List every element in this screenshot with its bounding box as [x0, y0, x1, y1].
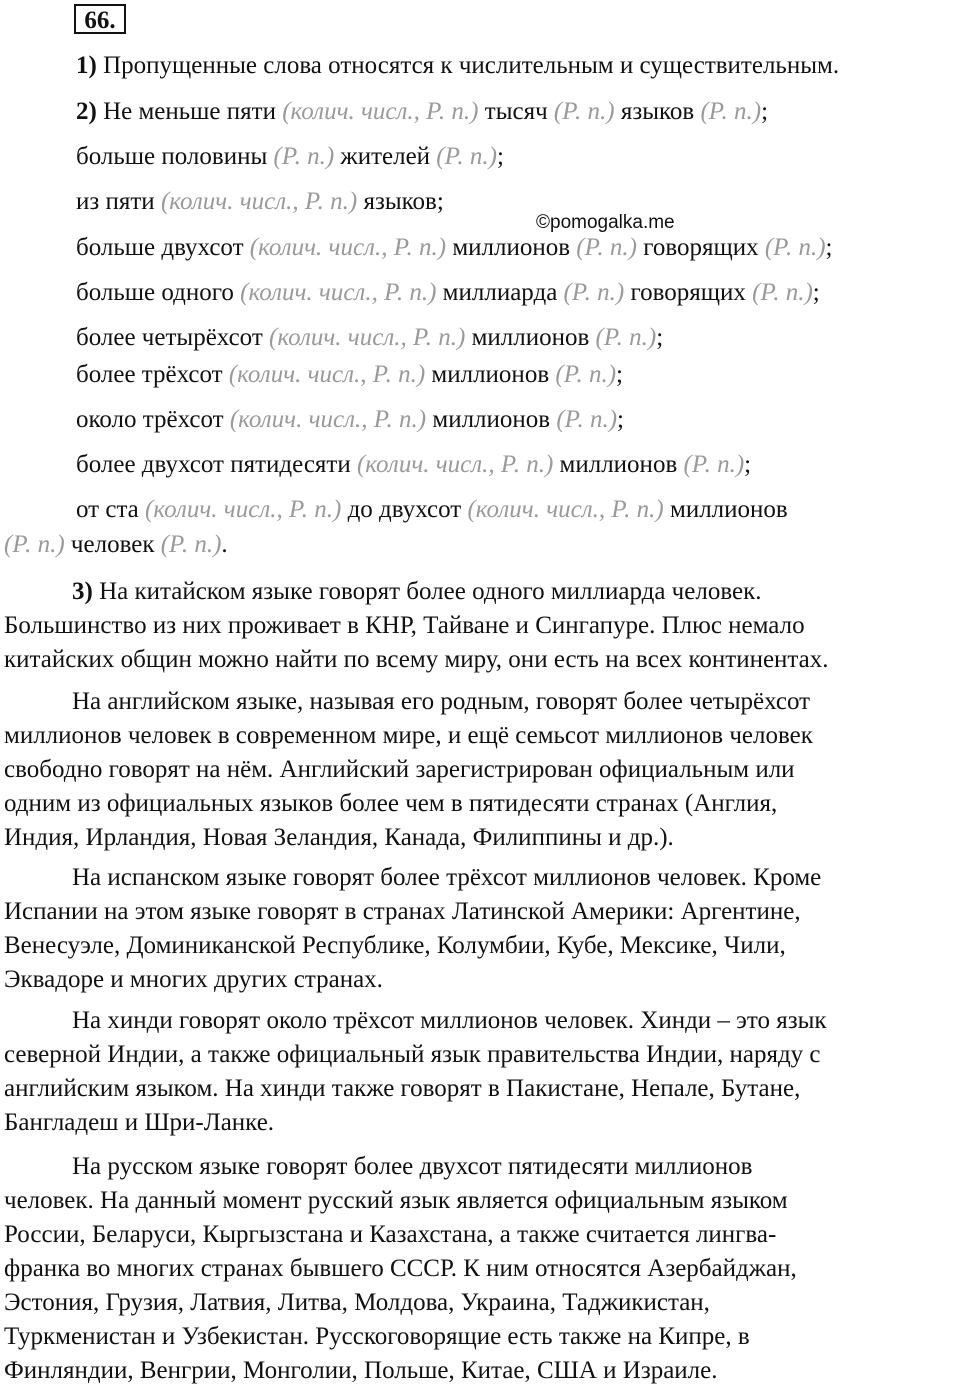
grammar-note: (Р. п.): [595, 324, 657, 351]
paragraph-line: [4, 1072, 954, 1106]
answer-text: говорящих: [636, 234, 765, 261]
answer-text: миллионов: [446, 234, 577, 261]
paragraph-line: [4, 1286, 954, 1320]
point-2-line: [76, 233, 832, 263]
paragraph-text: человек. На данный момент русский язык является официальным языком: [4, 1187, 788, 1214]
paragraph-line: [4, 895, 954, 929]
exercise-number: 66.: [74, 4, 126, 34]
answer-text: .: [221, 531, 228, 558]
answer-text: миллионов: [465, 324, 596, 351]
paragraph-text: На хинди говорят около трёхсот миллионов человек. Хинди – это язык: [72, 1007, 827, 1034]
grammar-note: (Р. п.): [160, 531, 222, 558]
answer-text: больше двухсот: [76, 234, 250, 261]
paragraph-line: [4, 1150, 954, 1184]
paragraph-line: [4, 685, 954, 719]
point-1-number: 1): [76, 52, 97, 79]
paragraph-line: [4, 963, 954, 997]
paragraph-text: одним из официальных языков более чем в пятидесяти странах (Англия,: [4, 790, 778, 817]
grammar-note: (Р. п.): [556, 406, 618, 433]
answer-text: ;: [616, 361, 623, 388]
paragraph-text: свободно говорят на нём. Английский зарегистрирован официальным или: [4, 756, 795, 783]
point-2-line: [76, 405, 624, 435]
grammar-note: (колич. числ., Р. п.): [228, 361, 426, 388]
paragraph-line: [4, 861, 954, 895]
answer-text: языков;: [357, 188, 444, 215]
point-2-line: [76, 278, 820, 308]
grammar-note: (колич. числ., Р. п.): [467, 496, 664, 523]
grammar-note: (Р. п.): [436, 143, 497, 170]
paragraph-text: На китайском языке говорят более одного миллиарда человек.: [99, 578, 762, 605]
point-2-line: [4, 530, 228, 560]
point-2-number: 2): [76, 98, 97, 125]
paragraph-text: Бангладеш и Шри-Ланке.: [4, 1109, 275, 1136]
paragraph-text: франка во многих странах бывшего СССР. К ним относятся Азербайджан,: [4, 1255, 797, 1282]
paragraph-text: Индия, Ирландия, Новая Зеландия, Канада, Филиппины и др.).: [4, 824, 674, 851]
point-1: [76, 51, 839, 81]
paragraph-line: [4, 575, 954, 609]
answer-text: больше половины: [76, 143, 274, 170]
paragraph-line: [4, 753, 954, 787]
paragraph-line: [4, 787, 954, 821]
grammar-note: (Р. п.): [553, 98, 615, 125]
answer-text: Не меньше пяти: [96, 98, 283, 125]
paragraph-line: [4, 1354, 954, 1388]
answer-text: более трёхсот: [76, 361, 229, 388]
paragraph-text: России, Беларуси, Кыргызстана и Казахстана, а также считается лингва-: [4, 1221, 777, 1248]
grammar-note: (колич. числ., Р. п.): [249, 234, 447, 261]
watermark: ©pomogalka.me: [536, 212, 675, 233]
answer-text: ;: [812, 279, 820, 306]
paragraph-line: [4, 1038, 954, 1072]
answer-text: ;: [825, 234, 833, 261]
point-3-paragraph: [4, 861, 954, 997]
paragraph-text: китайских общин можно найти по всему миру, они есть на всех континентах.: [4, 646, 829, 673]
grammar-note: (колич. числ., Р. п.): [356, 451, 554, 478]
answer-text: до двухсот: [341, 496, 468, 523]
grammar-note: (Р. п.): [752, 279, 813, 306]
paragraph-text: Большинство из них проживает в КНР, Тайване и Сингапуре. Плюс немало: [4, 612, 805, 639]
grammar-note: (Р. п.): [555, 361, 617, 388]
answer-text: ;: [617, 406, 624, 433]
grammar-note: (колич. числ., Р. п.): [229, 406, 427, 433]
answer-text: человек: [64, 531, 161, 558]
paragraph-text: Испании на этом языке говорят в странах Латинской Америки: Аргентине,: [4, 898, 801, 925]
answer-text: ;: [656, 324, 664, 351]
grammar-note: (колич. числ., Р. п.): [269, 324, 466, 351]
answer-text: миллионов: [426, 406, 557, 433]
point-3-number: 3): [72, 578, 100, 605]
paragraph-line: [4, 719, 954, 753]
answer-text: жителей: [334, 143, 437, 170]
answer-text: ;: [496, 143, 504, 170]
grammar-note: (Р. п.): [563, 279, 625, 306]
grammar-note: (Р. п.): [764, 234, 826, 261]
paragraph-text: северной Индии, а также официальный язык правительства Индии, наряду с: [4, 1041, 821, 1068]
paragraph-text: Венесуэле, Доминиканской Республике, Колумбии, Кубе, Мексике, Чили,: [4, 932, 786, 959]
answer-text: от ста: [76, 496, 146, 523]
paragraph-line: [4, 1252, 954, 1286]
paragraph-text: Финляндии, Венгрии, Монголии, Польше, Китае, США и Израиле.: [4, 1357, 718, 1384]
paragraph-line: [4, 1184, 954, 1218]
point-3-paragraph: [4, 1004, 954, 1140]
point-2-line: [76, 495, 788, 525]
paragraph-line: [4, 643, 954, 677]
paragraph-text: Эквадоре и многих других странах.: [4, 966, 383, 993]
point-2-line: [76, 142, 504, 172]
paragraph-line: [4, 1320, 954, 1354]
point-2-line: [76, 97, 768, 127]
answer-text: миллионов: [425, 361, 556, 388]
answer-text: ;: [744, 451, 752, 478]
paragraph-text: Туркменистан и Узбекистан. Русскоговорящие есть также на Кипре, в: [4, 1323, 750, 1350]
paragraph-text: На испанском языке говорят более трёхсот миллионов человек. Кроме: [72, 864, 822, 891]
point-2-line: [76, 450, 751, 480]
answer-text: миллионов: [663, 496, 788, 523]
grammar-note: (колич. числ., Р. п.): [145, 496, 342, 523]
point-3-paragraph: [4, 1150, 954, 1388]
paragraph-line: [4, 929, 954, 963]
paragraph-text: Эстония, Грузия, Латвия, Литва, Молдова, Украина, Таджикистан,: [4, 1289, 710, 1316]
answer-text: миллиарда: [436, 279, 564, 306]
grammar-note: (колич. числ., Р. п.): [240, 279, 437, 306]
paragraph-line: [4, 821, 954, 855]
answer-text: более двухсот пятидесяти: [76, 451, 357, 478]
answer-text: языков: [614, 98, 701, 125]
paragraph-text: На русском языке говорят более двухсот пятидесяти миллионов: [72, 1153, 753, 1180]
answer-text: из пяти: [76, 188, 161, 215]
answer-text: миллионов: [553, 451, 684, 478]
point-2-line: [76, 360, 623, 390]
grammar-note: (Р. п.): [700, 98, 762, 125]
paragraph-text: миллионов человек в современном мире, и ещё семьсот миллионов человек: [4, 722, 813, 749]
paragraph-line: [4, 1218, 954, 1252]
point-2-line: [76, 187, 444, 217]
answer-text: около трёхсот: [76, 406, 230, 433]
grammar-note: (Р. п.): [273, 143, 335, 170]
paragraph-line: [4, 1004, 954, 1038]
point-1-text: Пропущенные слова относятся к числительным и существительным.: [96, 52, 840, 79]
paragraph-text: На английском языке, называя его родным, говорят более четырёхсот: [72, 688, 811, 715]
point-3-paragraph: [4, 685, 954, 855]
grammar-note: (Р. п.): [576, 234, 637, 261]
answer-text: говорящих: [624, 279, 753, 306]
paragraph-text: английским языком. На хинди также говорят в Пакистане, Непале, Бутане,: [4, 1075, 801, 1102]
point-3-paragraph: [4, 575, 954, 677]
answer-text: более четырёхсот: [76, 324, 270, 351]
paragraph-line: [4, 1106, 954, 1140]
paragraph-line: [4, 609, 954, 643]
answer-text: ;: [761, 98, 769, 125]
answer-text: больше одного: [76, 279, 241, 306]
grammar-note: (Р. п.): [683, 451, 745, 478]
answer-text: тысяч: [478, 98, 554, 125]
grammar-note: (колич. числ., Р. п.): [160, 188, 358, 215]
point-2-line: [76, 323, 663, 353]
grammar-note: (колич. числ., Р. п.): [282, 98, 479, 125]
grammar-note: (Р. п.): [4, 531, 65, 558]
